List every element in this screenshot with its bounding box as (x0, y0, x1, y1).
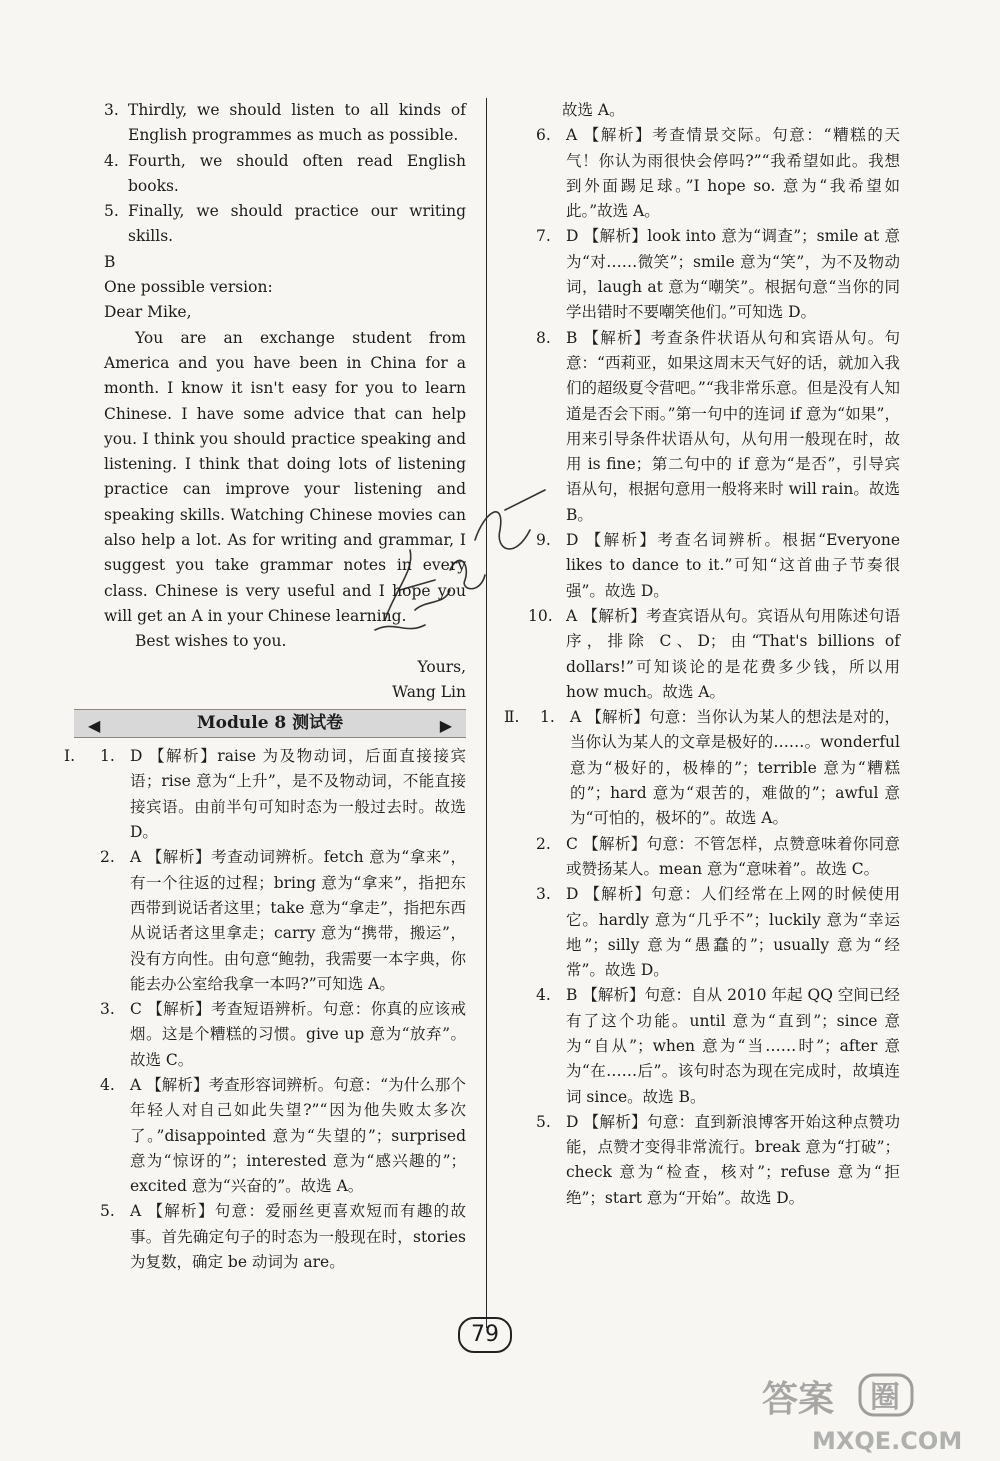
answer-item (100, 1199, 466, 1275)
answer-item (540, 705, 900, 831)
section-roman: Ⅰ. (64, 747, 76, 766)
answer-item (100, 997, 466, 1073)
answer-number: 2. (100, 848, 115, 867)
answer-item (536, 224, 900, 325)
answer-item (536, 326, 900, 528)
answer-text: C 【解析】句意：不管怎样，点赞意味着你同意或赞扬某人。mean 意为“意味着”。故选 C。 (566, 834, 900, 878)
answer-number: 10. (528, 606, 553, 625)
module-header (74, 709, 466, 738)
answer-number: 3. (100, 1000, 115, 1019)
answer-number: 6. (536, 126, 551, 145)
item-number: 3. (104, 101, 119, 119)
letter-signature: Wang Lin (392, 682, 466, 701)
page-number: 79 (458, 1317, 512, 1353)
answer-text: C 【解析】考查短语辨析。句意：你真的应该戒烟。这是个糟糕的习惯。give up 意为“放弃”。故选 C。 (130, 1000, 466, 1069)
answer-item (536, 123, 900, 224)
answer-number: 4. (100, 1075, 115, 1094)
item-number: 4. (104, 151, 119, 170)
answer-text: B 【解析】句意：自从 2010 年起 QQ 空间已经有了这个功能。until 意为“直到”；since 意为“自从”；when 意为“当……时”；after 意为“在……后”。该句时态为现在完成时，故填连词 since。故选 B。 (566, 986, 900, 1106)
answer-number: 1. (540, 708, 555, 727)
item-text: Thirdly, we should listen to all kinds of English programmes as much as possible. (128, 101, 466, 145)
item-text: Fourth, we should often read English books. (128, 151, 466, 195)
answer-number: 5. (100, 1202, 115, 1221)
letter-closing: Yours, (417, 657, 466, 676)
answer-item (536, 1110, 900, 1211)
answer-number: 2. (536, 834, 551, 853)
section-2 (504, 705, 900, 831)
answer-text: D 【解析】look into 意为“调查”；smile at 意为“对……微笑”；smile 意为“笑”，为不及物动词，laugh at 意为“嘲笑”。根据句意“当你的同学出错时不要嘲笑他们。”可知选 D。 (566, 227, 900, 322)
answer-text: D 【解析】考查名词辨析。根据“Everyone likes to dance to it.”可知“这首曲子节奏很强”。故选 D。 (566, 531, 900, 600)
continuation-text: 故选 A。 (562, 101, 625, 119)
answer-item (100, 845, 466, 997)
answer-item (536, 983, 900, 1109)
answer-item (536, 832, 900, 883)
list-item (104, 149, 466, 200)
svg-text:圈: 圈 (870, 1380, 900, 1415)
answer-text: A 【解析】句意：爱丽丝更喜欢短而有趣的故事。首先确定句子的时态为一般现在时，stories 为复数，确定 be 动词为 are。 (130, 1202, 466, 1272)
section-1 (64, 744, 466, 845)
answer-number: 5. (536, 1112, 551, 1131)
column-divider (486, 98, 487, 1328)
section-b-label: B (104, 252, 116, 271)
answer-number: 7. (536, 227, 551, 246)
answer-text: B 【解析】考查条件状语从句和宾语从句。句意：“西莉亚，如果这周末天气好的话，就加入我们的超级夏令营吧。”“我非常乐意。但是没有人知道是否会下雨。”第一句中的连词 if 意为“如果”，用来引导条件状语从句，从句用一般现在时，故用 is fine；第二句中的 if 意为“是否”，引导宾语从句，根据句意用一般将来时 will rain。故选 B。 (566, 328, 900, 524)
svg-text:答案: 答案 (762, 1379, 835, 1420)
letter-wishes: Best wishes to you. (135, 632, 287, 651)
answer-text: A 【解析】考查情景交际。句意：“糟糕的天气！你认为雨很快会停吗?”“我希望如此。我想到外面踢足球。”I hope so. 意为“我希望如此。”故选 A。 (566, 126, 900, 221)
item-text: Finally, we should practice our writing skills. (128, 202, 466, 246)
answer-text: A 【解析】考查宾语从句。宾语从句用陈述句语序，排除 C、D；由“That's billions of dollars!”可知谈论的是花费多少钱，所以用 how much。故选 A。 (566, 606, 900, 701)
answer-item (536, 528, 900, 604)
letter-greeting: Dear Mike, (104, 303, 192, 322)
answer-text: A 【解析】句意：当你认为某人的想法是对的，当你认为某人的文章是极好的……。wonderful 意为“极好的，极棒的”；terrible 意为“糟糕的”；hard 意为“艰苦的，难做的”；awful 意为“可怕的，极坏的”。故选 A。 (570, 708, 900, 828)
watermark-url: MXQE.COM (812, 1427, 963, 1455)
answer-number: 1. (100, 747, 115, 766)
answer-number: 3. (536, 885, 551, 904)
answer-item (100, 1073, 466, 1199)
item-number: 5. (104, 202, 119, 221)
answer-item (528, 604, 900, 705)
answer-text: A 【解析】考查动词辨析。fetch 意为“拿来”，有一个往返的过程；bring 意为“拿来”，指把东西带到说话者这里；take 意为“拿走”，指把东西从说话者这里拿走；carry 意为“携带，搬运”，没有方向性。由句意“鲍勃，我需要一本字典，你能去办公室给我拿一本吗?”可知选 A。 (130, 848, 466, 993)
version-label: One possible version: (104, 278, 273, 297)
answer-number: 4. (536, 986, 551, 1005)
letter-body: You are an exchange student from America and you have been in China for a month. I know it isn't easy for you to learn Chinese. I have some advice that can help you. I think you should practice speaking and listening. I think that doing lots of listening practice can improve your listening and speaking skills. Watching Chinese movies can also help a lot. As for writing and grammar, I suggest you take grammar notes in every class. Chinese is very useful and I hope you will get an A in your Chinese learning. (104, 328, 466, 625)
answer-text: D 【解析】raise 为及物动词，后面直接接宾语；rise 意为“上升”，是不及物动词，不能直接接宾语。由前半句可知时态为一般过去时。故选 D。 (130, 747, 466, 842)
answer-text: D 【解析】句意：直到新浪博客开始这种点赞功能，点赞才变得非常流行。break 意为“打破”；check 意为“检查，核对”；refuse 意为“拒绝”；start 意为“开始”。故选 D。 (566, 1112, 900, 1207)
left-arrow-icon: ◀ (88, 716, 101, 736)
list-item (104, 98, 466, 149)
answer-item (536, 882, 900, 983)
right-arrow-icon: ▶ (439, 716, 452, 736)
answer-number: 9. (536, 531, 551, 550)
section-roman: Ⅱ. (504, 708, 520, 727)
left-column (64, 98, 466, 1275)
watermark-logo (742, 1367, 992, 1457)
answer-text: D 【解析】句意：人们经常在上网的时候使用它。hardly 意为“几乎不”；luckily 意为“幸运地”；silly 意为“愚蠢的”；usually 意为“经常”。故选 D。 (566, 885, 900, 980)
module-title: Module 8 测试卷 (196, 712, 344, 733)
answer-item (100, 744, 466, 845)
list-item (104, 199, 466, 250)
answer-number: 8. (536, 328, 551, 347)
right-column (504, 98, 900, 1211)
answer-text: A 【解析】考查形容词辨析。句意：“为什么那个年轻人对自己如此失望?”“因为他失败太多次了。”disappointed 意为“失望的”；surprised 意为“惊讶的”；interested 意为“感兴趣的”；excited 意为“兴奋的”。故选 A。 (130, 1075, 466, 1196)
